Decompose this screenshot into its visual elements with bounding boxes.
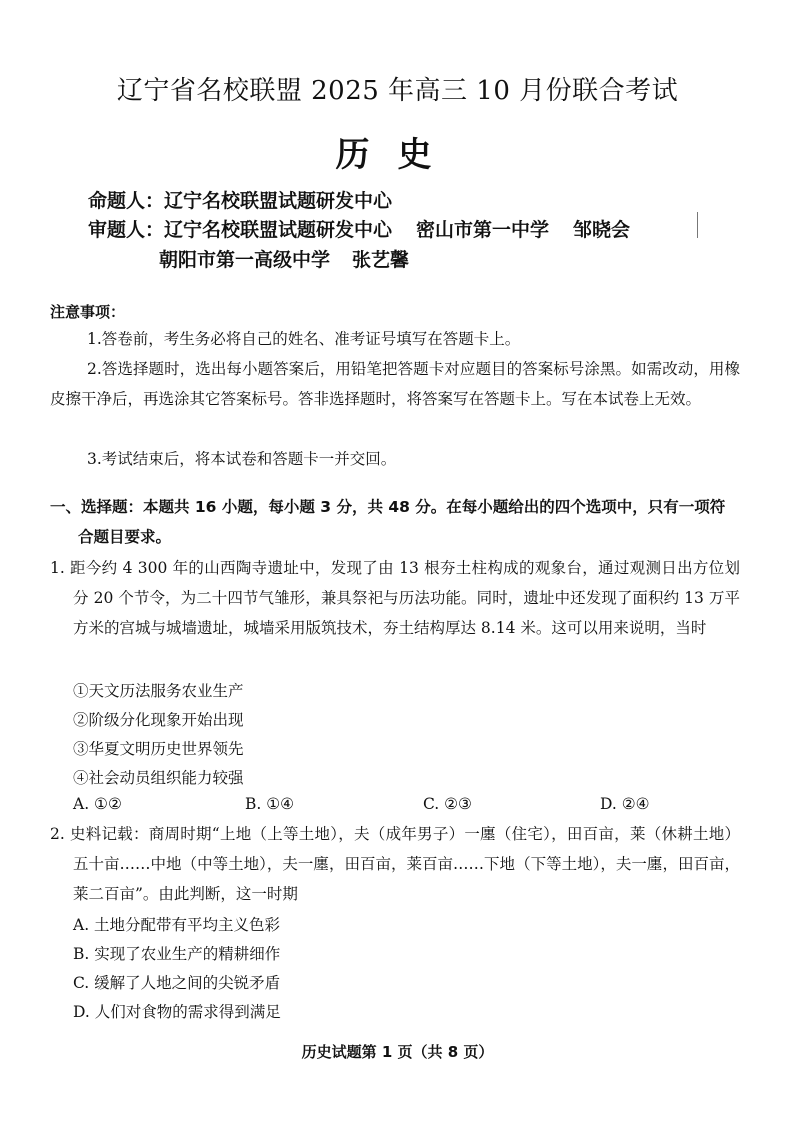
q1-option-c[interactable]: C. ②③ xyxy=(423,795,472,813)
note-item-2: 2.答选择题时，选出每小题答案后，用铅笔把答题卡对应题目的答案标号涂黑。如需改动，用橡皮擦干净后，再选涂其它答案标号。答非选择题时，将答案写在答题卡上。写在本试卷上无效。 xyxy=(50,360,740,408)
reviewer-org: 审题人：辽宁名校联盟试题研发中心 xyxy=(88,219,393,241)
q1-option-d[interactable]: D. ②④ xyxy=(600,795,650,813)
q2-stem: 2. 史料记载：商周时期“上地（上等土地），夫（成年男子）一廛（住宅），田百亩，莱（休耕土地）五十亩……中地（中等土地），夫一廛，田百亩，莱百亩……下地（下等土地），夫一廛，田百亩，莱二百亩”。由此判断，这一时期 xyxy=(50,825,740,903)
q2-option-b[interactable]: B. 实现了农业生产的精耕细作 xyxy=(73,945,281,963)
subject-title: 历史 xyxy=(335,135,460,175)
q1-statement-1: ①天文历法服务农业生产 xyxy=(73,682,244,700)
reviewer-line-2 xyxy=(159,245,409,272)
q1-option-a[interactable]: A. ①② xyxy=(73,795,122,813)
q1-stem: 1. 距今约 4 300 年的山西陶寺遗址中，发现了由 13 根夯土柱构成的观象台，通过观测日出方位划分 20 个节令，为二十四节气雏形，兼具祭祀与历法功能。同时，遗址中还发现了面积约 13 万平方米的宫城与城墙遗址，城墙采用版筑技术，夯土结构厚达 8.14 米。这可以用来说明，当时 xyxy=(50,559,740,637)
reviewer-line xyxy=(88,215,630,242)
setter-text: 命题人：辽宁名校联盟试题研发中心 xyxy=(88,190,393,212)
margin-mark xyxy=(697,212,698,238)
notes-heading: 注意事项： xyxy=(50,303,126,321)
reviewer-name: 邹晓会 xyxy=(573,219,631,241)
q1-statement-4: ④社会动员组织能力较强 xyxy=(73,769,244,787)
reviewer-name-2: 张艺馨 xyxy=(352,249,410,271)
q1-option-b[interactable]: B. ①④ xyxy=(245,795,295,813)
q1-statement-3: ③华夏文明历史世界领先 xyxy=(73,740,244,758)
exam-title: 辽宁省名校联盟 2025 年高三 10 月份联合考试 xyxy=(116,76,679,106)
note-item-3: 3.考试结束后，将本试卷和答题卡一并交回。 xyxy=(87,450,397,468)
q2-option-d[interactable]: D. 人们对食物的需求得到满足 xyxy=(73,1003,281,1021)
note-item-1: 1.答卷前，考生务必将自己的姓名、准考证号填写在答题卡上。 xyxy=(87,330,521,348)
q1-statement-2: ②阶级分化现象开始出现 xyxy=(73,711,244,729)
setter-line xyxy=(88,186,392,213)
reviewer-school-2: 朝阳市第一高级中学 xyxy=(159,249,331,271)
q2-option-a[interactable]: A. 土地分配带有平均主义色彩 xyxy=(73,916,281,934)
page-footer: 历史试题第 1 页（共 8 页） xyxy=(301,1043,494,1061)
section-heading: 一、选择题：本题共 16 小题，每小题 3 分，共 48 分。在每小题给出的四个选项中，只有一项符合题目要求。 xyxy=(50,498,726,546)
reviewer-school: 密山市第一中学 xyxy=(416,219,550,241)
q2-option-c[interactable]: C. 缓解了人地之间的尖锐矛盾 xyxy=(73,974,281,992)
